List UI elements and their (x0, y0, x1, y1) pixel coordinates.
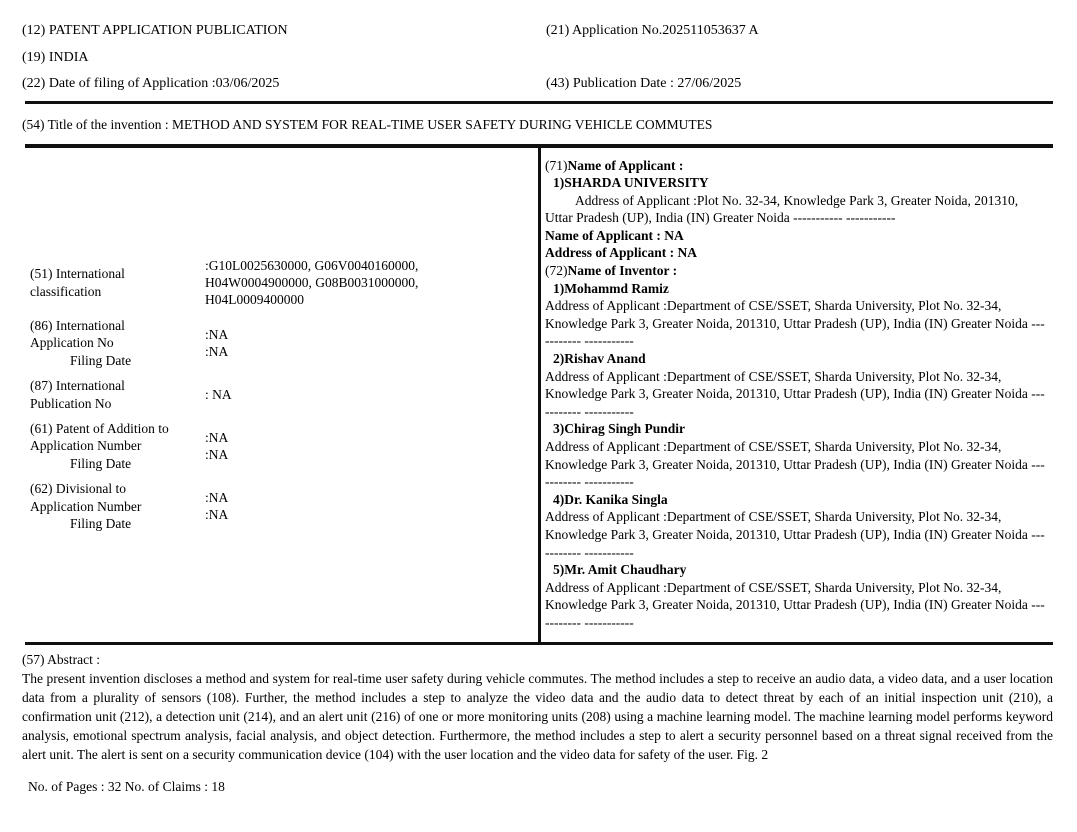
header-spacer (546, 45, 1053, 72)
inventor-name: 3)Chirag Singh Pundir (553, 421, 686, 437)
inventor-name: 1)Mohammd Ramiz (553, 280, 669, 296)
field-value-line: :NA (205, 429, 229, 445)
field-value-line: : NA (205, 386, 232, 402)
invention-title: (54) Title of the invention : METHOD AND SYSTEM FOR REAL-TIME USER SAFETY DURING VEHICLE COMMUTES (22, 116, 713, 132)
field-label-line: (87) International (30, 378, 125, 394)
pages-count: No. of Pages : 32 (28, 778, 122, 794)
abstract-section (22, 645, 1053, 765)
doc-type: (12) PATENT APPLICATION PUBLICATION (22, 23, 288, 38)
inventor-name: 5)Mr. Amit Chaudhary (553, 562, 687, 578)
parties-column (541, 148, 1053, 642)
field-label-line: Filing Date (70, 455, 132, 471)
inventor-address: Address of Applicant :Department of CSE/SSET, Sharda University, Plot No. 32-34, Knowledge Park 3, Greater Noida, 201310, Uttar Pradesh (UP), India (IN) Greater Noida ----------- ----------- (545, 368, 1045, 419)
applicant-address: Address of Applicant :Plot No. 32-34, Knowledge Park 3, Greater Noida, 201310, Uttar Pradesh (UP), India (IN) Greater Noida ----------- ----------- (545, 192, 1019, 226)
field-label-line: (51) International (30, 266, 125, 282)
filing-date: (22) Date of filing of Application :03/06/2025 (22, 76, 280, 91)
field-value-line: H04L0009400000 (205, 292, 304, 308)
field-value-line: :NA (205, 343, 229, 359)
field-value-line: :NA (205, 447, 229, 463)
field-international-application (30, 317, 538, 369)
publication-date: (43) Publication Date : 27/06/2025 (546, 76, 742, 91)
main-table (22, 148, 1053, 642)
inventor-heading: (72)Name of Inventor : (545, 263, 678, 279)
field-value-line: :NA (205, 326, 229, 342)
applicant-address-na: Address of Applicant : NA (545, 245, 698, 261)
inventor-address: Address of Applicant :Department of CSE/SSET, Sharda University, Plot No. 32-34, Knowledge Park 3, Greater Noida, 201310, Uttar Pradesh (UP), India (IN) Greater Noida ----------- ----------- (545, 298, 1045, 349)
field-patent-of-addition (30, 420, 538, 472)
applicant-name-na: Name of Applicant : NA (545, 227, 684, 243)
page-footer (22, 779, 1053, 795)
inventor-address: Address of Applicant :Department of CSE/SSET, Sharda University, Plot No. 32-34, Knowledge Park 3, Greater Noida, 201310, Uttar Pradesh (UP), India (IN) Greater Noida ----------- ----------- (545, 579, 1045, 630)
abstract-heading: (57) Abstract : (22, 651, 100, 667)
field-label-line: Application Number (30, 438, 142, 454)
claims-count: No. of Claims : 18 (124, 778, 225, 794)
applicant-name: 1)SHARDA UNIVERSITY (553, 175, 709, 191)
field-label-line: Filing Date (70, 352, 132, 368)
field-international-publication (30, 377, 538, 412)
inventor-name: 2)Rishav Anand (553, 351, 646, 367)
abstract-text: The present invention discloses a method and system for real-time user safety during vehicle commutes. The method includes a step to receive an audio data, a video data, and a user location data from a plurality of sensors (108). Further, the method includes a step to analyze the video data and the audio data to detect threat by each of an initial inspection unit (210), a confirmation unit (212), a detection unit (214), and an alert unit (216) of one or more monitoring units (208) using a machine learning model. The machine learning model performs keyword analysis, emotional spectrum analysis, facial analysis, and object detection. Furthermore, the method includes a step to alert a security personnel based on a threat signal received from the alert unit. The alert is sent on a security communication device (104) with the user location and the video data for safety of the user. Fig. 2 (22, 670, 1053, 763)
inventor-code: (72) (545, 263, 568, 279)
inventor-name: 4)Dr. Kanika Singla (553, 491, 668, 507)
inventor-address: Address of Applicant :Department of CSE/SSET, Sharda University, Plot No. 32-34, Knowledge Park 3, Greater Noida, 201310, Uttar Pradesh (UP), India (IN) Greater Noida ----------- ----------- (545, 509, 1045, 560)
field-value-line: :G10L0025630000, G06V0040160000, (205, 257, 419, 273)
header-section (22, 0, 1053, 98)
inventor-address: Address of Applicant :Department of CSE/SSET, Sharda University, Plot No. 32-34, Knowledge Park 3, Greater Noida, 201310, Uttar Pradesh (UP), India (IN) Greater Noida ----------- ----------- (545, 439, 1045, 490)
bibliographic-column (22, 148, 538, 642)
field-value-line: H04W0004900000, G08B0031000000, (205, 275, 419, 291)
applicant-heading: (71)Name of Applicant : (545, 157, 684, 173)
field-label-line: (86) International (30, 317, 125, 333)
application-number: (21) Application No.202511053637 A (546, 23, 759, 38)
field-label-line: Application No (30, 335, 114, 351)
field-value-line: :NA (205, 507, 229, 523)
field-label-line: (61) Patent of Addition to (30, 420, 169, 436)
field-label-line: Application Number (30, 498, 142, 514)
field-label-line: (62) Divisional to (30, 481, 126, 497)
field-divisional (30, 480, 538, 532)
applicant-code: (71) (545, 157, 568, 173)
field-label-line: classification (30, 283, 102, 299)
field-label-line: Publication No (30, 395, 112, 411)
field-label-line: Filing Date (70, 515, 132, 531)
field-international-classification (30, 257, 538, 309)
country: (19) INDIA (22, 49, 89, 65)
field-value-line: :NA (205, 489, 229, 505)
